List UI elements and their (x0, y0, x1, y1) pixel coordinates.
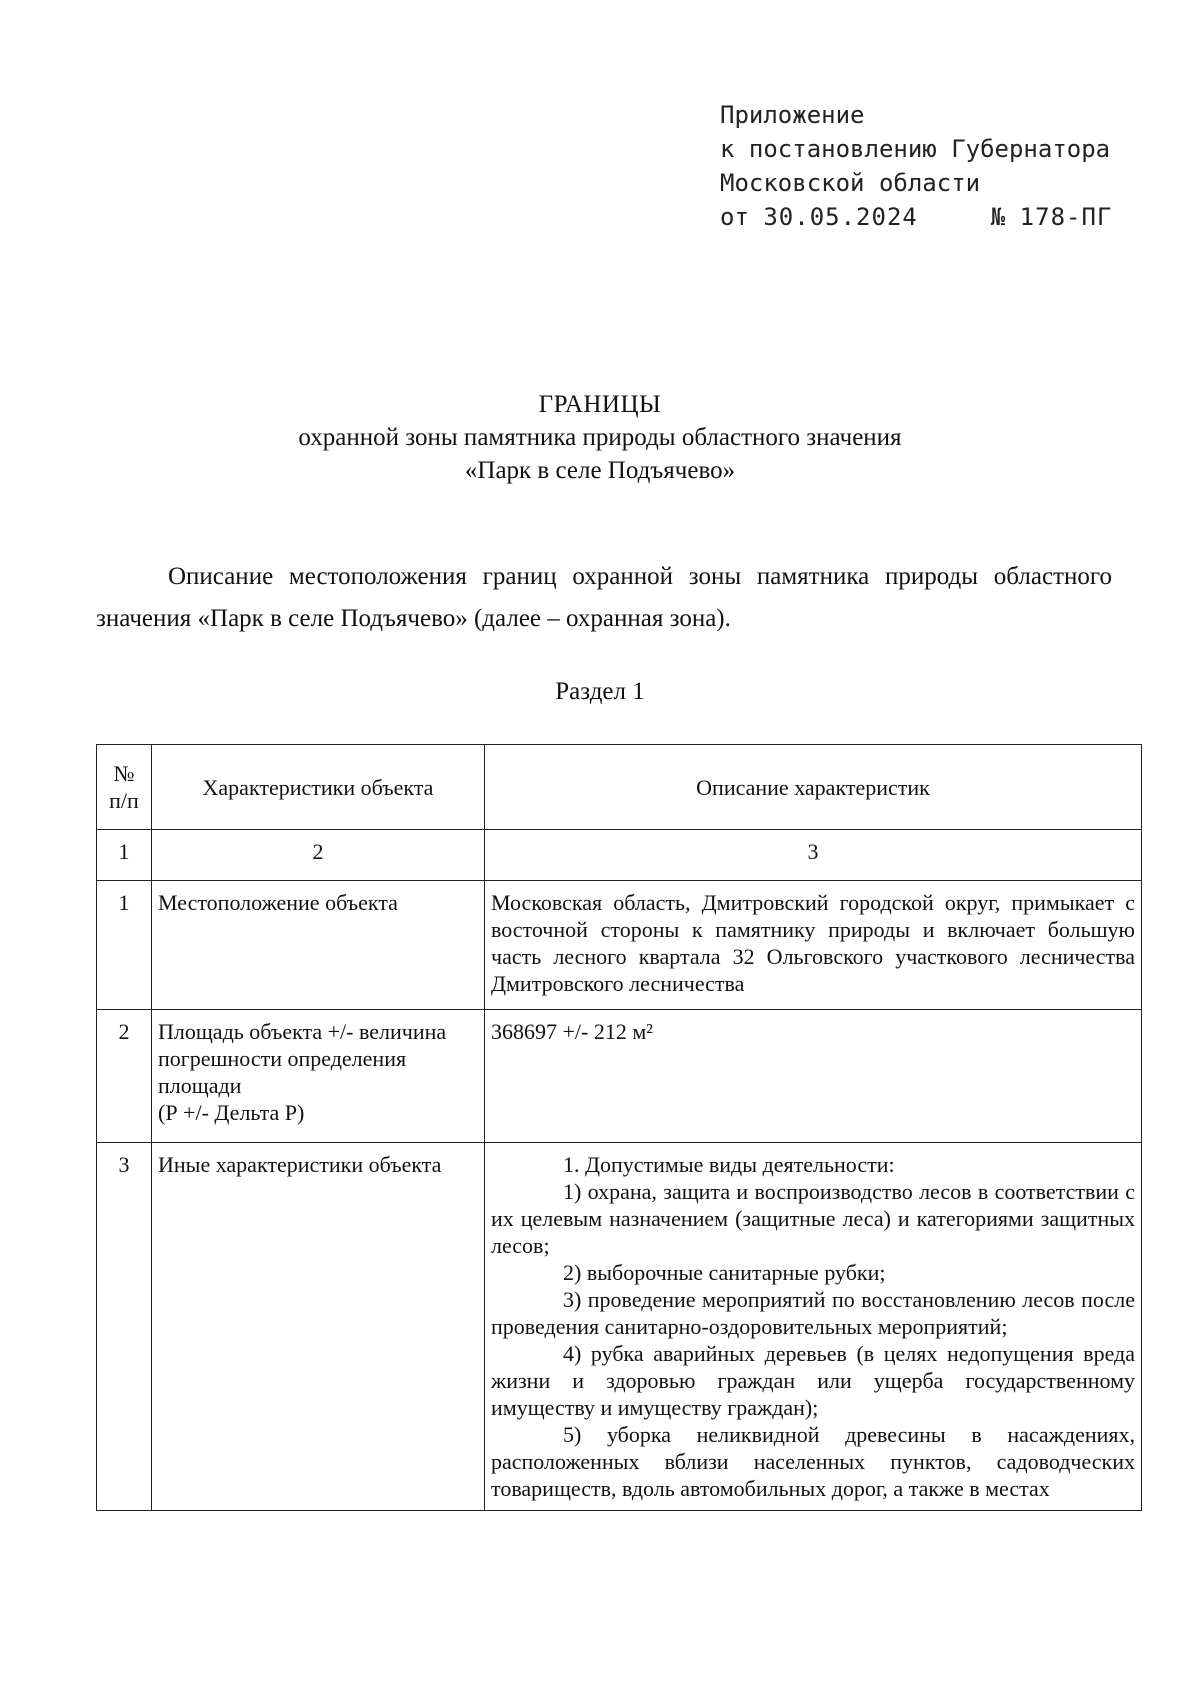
row-number: 1 (97, 881, 152, 1010)
from-label: от (720, 203, 749, 231)
header-description: Описание характеристик (485, 745, 1142, 830)
table-header-row (97, 745, 1142, 830)
desc-line: 3) проведение мероприятий по восстановлению лесов после проведения санитарно-оздоровительных мероприятий; (491, 1287, 1135, 1339)
table-row (97, 881, 1142, 1010)
row-characteristic: Иные характеристики объекта (152, 1143, 485, 1511)
column-number-1: 1 (97, 830, 152, 881)
column-number-2: 2 (152, 830, 485, 881)
column-number-3: 3 (485, 830, 1142, 881)
row-number: 3 (97, 1143, 152, 1511)
row-characteristic-formula: (Р +/- Дельта Р) (158, 1100, 305, 1125)
document-subtitle-1: охранной зоны памятника природы областного значения (298, 424, 902, 451)
header-number: № п/п (97, 745, 152, 830)
decree-number: 178-ПГ (1019, 203, 1113, 231)
row-description (485, 1143, 1142, 1511)
header-characteristics: Характеристики объекта (152, 745, 485, 830)
number-label: № (990, 203, 1006, 231)
appendix-date-line (720, 200, 1112, 234)
row-number: 2 (97, 1010, 152, 1143)
appendix-line-2: к постановлению Губернатора (720, 135, 1111, 163)
table-row (97, 1143, 1142, 1511)
row-description: 368697 +/- 212 м² (485, 1010, 1142, 1143)
desc-line: 1) охрана, защита и воспроизводство лесов в соответствии с их целевым назначением (защитные леса) и категориями защитных лесов; (491, 1179, 1135, 1258)
characteristics-table (96, 744, 1142, 1511)
appendix-line-3: Московской области (720, 169, 981, 197)
row-characteristic (152, 1010, 485, 1143)
appendix-line-1: Приложение (720, 101, 865, 129)
table-row (97, 1010, 1142, 1143)
row-characteristic-text: Площадь объекта +/- величина погрешности определения площади (158, 1019, 447, 1098)
section-heading: Раздел 1 (555, 678, 645, 705)
row-description: Московская область, Дмитровский городской округ, примыкает с восточной стороны к памятнику природы и включает большую часть лесного квартала 32 Ольговского участкового лесничества Дмитровского лесничества (485, 881, 1142, 1010)
intro-paragraph: Описание местоположения границ охранной зоны памятника природы областного значения «Парк в селе Подъячево» (далее – охранная зона). (96, 563, 1112, 632)
decree-date: 30.05.2024 (763, 203, 918, 231)
row-characteristic: Местоположение объекта (152, 881, 485, 1010)
desc-line: 5) уборка неликвидной древесины в насаждениях, расположенных вблизи населенных пунктов, садоводческих товариществ, вдоль автомобильных дорог, а также в местах (491, 1422, 1135, 1501)
document-title: ГРАНИЦЫ (538, 391, 662, 418)
desc-line: 4) рубка аварийных деревьев (в целях недопущения вреда жизни и здоровью граждан или ущерба государственному имуществу и имуществу граждан); (491, 1341, 1135, 1420)
desc-line: 2) выборочные санитарные рубки; (563, 1260, 886, 1285)
appendix-block (720, 98, 1112, 234)
desc-line: 1. Допустимые виды деятельности: (563, 1152, 895, 1177)
document-subtitle-2: «Парк в селе Подъячево» (464, 457, 736, 484)
document-title-block (0, 388, 1200, 487)
column-number-row (97, 830, 1142, 881)
